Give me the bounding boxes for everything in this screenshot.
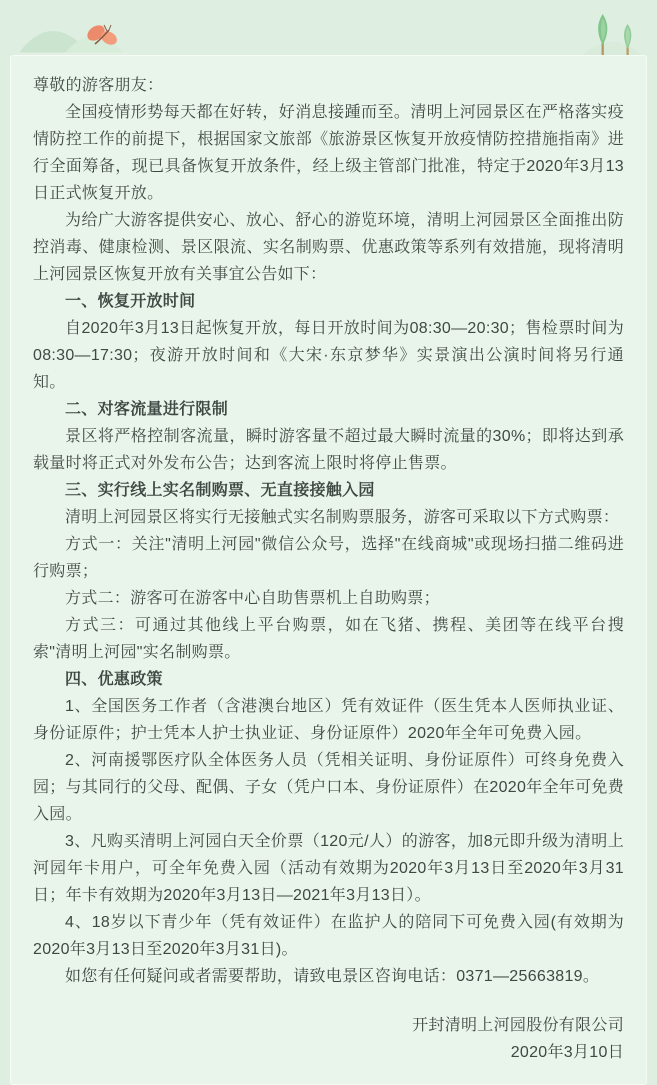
signature-block: [33, 1012, 624, 1066]
hills-icon: [18, 18, 128, 59]
section-paragraph: 1、全国医务工作者（含港澳台地区）凭有效证件（医生凭本人医师执业证、身份证原件；护士凭本人护士执业证、身份证原件）2020年全年可免费入园。: [33, 698, 624, 742]
section-heading-realname-ticketing: 三、实行线上实名制购票、无直接接触入园: [65, 482, 375, 499]
intro-paragraph: 为给广大游客提供安心、放心、舒心的游览环境，清明上河园景区全面推出防控消毒、健康检测、景区限流、实名制购票、优惠政策等系列有效措施，现将清明上河园景区恢复开放有关事宜公告如下：: [33, 212, 624, 283]
announcement-panel: [10, 55, 647, 1085]
company-signature: 开封清明上河园股份有限公司: [412, 1017, 624, 1034]
closing-paragraph: 如您有任何疑问或者需要帮助，请致电景区咨询电话：0371—25663819。: [65, 968, 600, 985]
section-paragraph: 方式三：可通过其他线上平台购票，如在飞猪、携程、美团等在线平台搜索"清明上河园"实名制购票。: [33, 617, 624, 661]
section-paragraph: 2、河南援鄂医疗队全体医务人员（凭相关证明、身份证原件）可终身免费入园；与其同行的父母、配偶、子女（凭户口本、身份证原件）在2020年全年可免费入园。: [33, 752, 624, 823]
section-paragraph: 清明上河园景区将实行无接触式实名制购票服务，游客可采取以下方式购票：: [65, 509, 620, 526]
butterfly-icon: [85, 22, 121, 57]
salutation: 尊敬的游客朋友：: [33, 77, 164, 94]
section-paragraph: 3、凡购买清明上河园白天全价票（120元/人）的游客，加8元即升级为清明上河园年卡用户，可全年免费入园（活动有效期为2020年3月13日至2020年3月31日；年卡有效期为2020年3月13日—2021年3月13日）。: [33, 833, 624, 904]
announcement-date: 2020年3月10日: [510, 1044, 624, 1061]
section-heading-flow-limit: 二、对客流量进行限制: [65, 401, 229, 418]
intro-paragraph: 全国疫情形势每天都在好转，好消息接踵而至。清明上河园景区在严格落实疫情防控工作的前提下，根据国家文旅部《旅游景区恢复开放疫情防控措施指南》进行全面筹备，现已具备恢复开放条件，经上级主管部门批准，特定于2020年3月13日正式恢复开放。: [33, 104, 624, 202]
section-heading-discount-policy: 四、优惠政策: [65, 671, 163, 688]
section-paragraph: 方式一：关注"清明上河园"微信公众号，选择"在线商城"或现场扫描二维码进行购票；: [33, 536, 624, 580]
section-paragraph: 自2020年3月13日起恢复开放，每日开放时间为08:30—20:30；售检票时间为08:30—17:30；夜游开放时间和《大宋·东京梦华》实景演出公演时间将另行通知。: [33, 320, 624, 391]
section-paragraph: 4、18岁以下青少年（凭有效证件）在监护人的陪同下可免费入园(有效期为2020年3月13日至2020年3月31日)。: [33, 914, 624, 958]
section-paragraph: 方式二：游客可在游客中心自助售票机上自助购票；: [65, 590, 440, 607]
section-paragraph: 景区将严格控制客流量，瞬时游客量不超过最大瞬时流量的30%；即将达到承载量时将正式对外发布公告；达到客流上限时将停止售票。: [33, 428, 624, 472]
section-heading-reopen-time: 一、恢复开放时间: [65, 293, 196, 310]
